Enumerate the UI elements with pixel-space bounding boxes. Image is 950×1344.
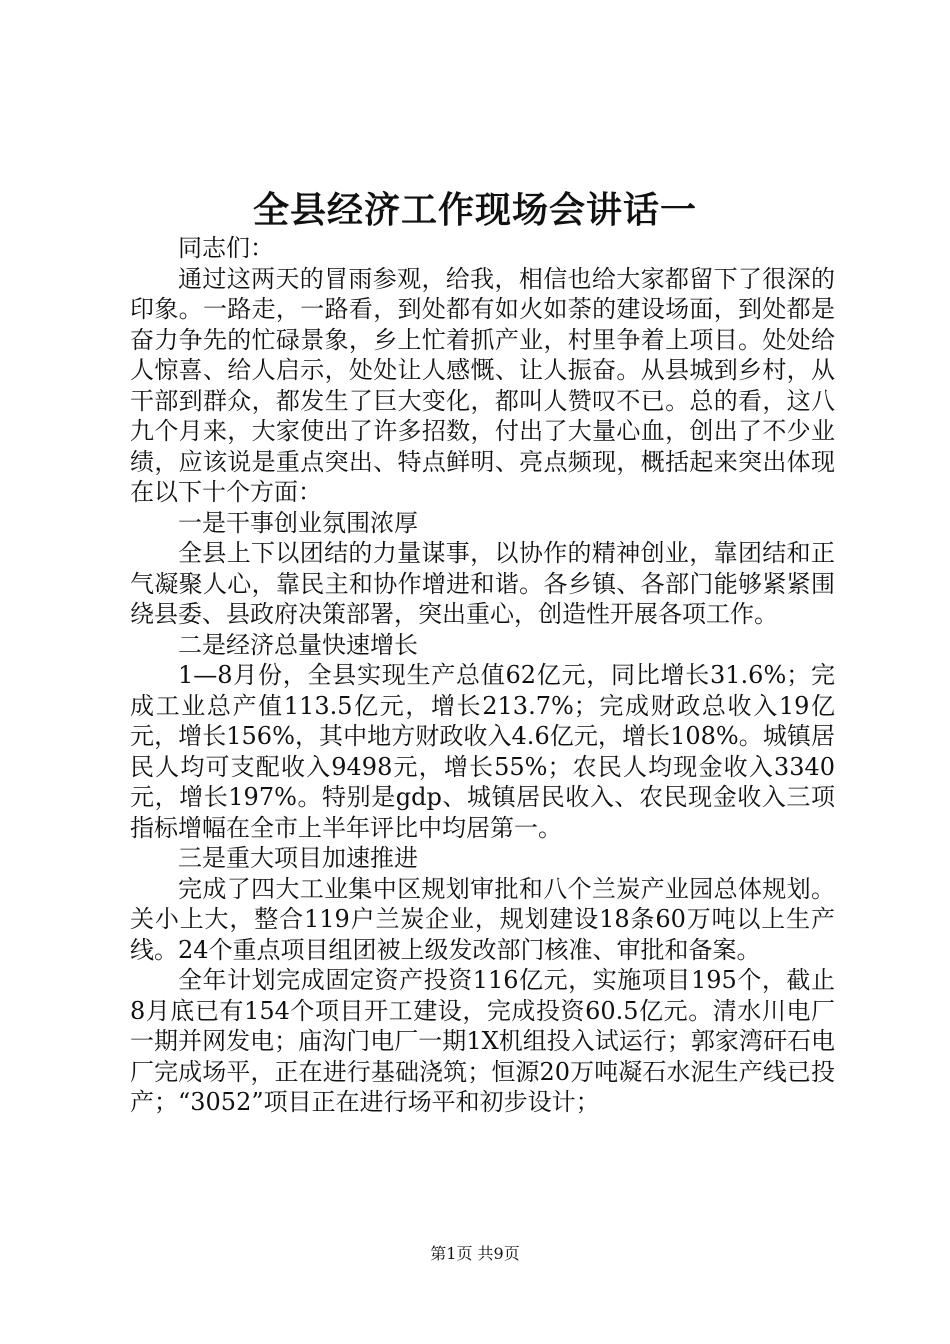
section-paragraph-2: 1—8月份，全县实现生产总值62亿元，同比增长31.6%；完成工业总产值113.5亿元，增长213.7%；完成财政总收入19亿元，增长156%，其中地方财政收入4.6亿元，增长108%。城镇居民人均可支配收入9498元，增长55%；农民人均现金收入3340元，增长197%。特别是gdp、城镇居民收入、农民现金收入三项指标增幅在全市上半年评比中均居第一。 [130,661,835,842]
section-paragraph-3: 完成了四大工业集中区规划审批和八个兰炭产业园总体规划。关小上大，整合119户兰炭企业，规划建设18条60万吨以上生产线。24个重点项目组团被上级发改部门核准、审批和备案。 [130,874,835,964]
page-footer: 第1页 共9页 [430,1244,520,1263]
section-heading-3: 三是重大项目加速推进 [178,844,418,872]
section-heading-1: 一是干事创业氛围浓厚 [178,508,418,537]
document-body [130,233,835,1118]
intro-paragraph: 通过这两天的冒雨参观，给我，相信也给大家都留下了很深的印象。一路走，一路看，到处都有如火如荼的建设场面，到处都是奋力争先的忙碌景象，乡上忙着抓产业，村里争着上项目。处处给人惊喜、给人启示，处处让人感慨、让人振奋。从县城到乡村，从干部到群众，都发生了巨大变化，都叫人赞叹不已。总的看，这八九个月来，大家使出了许多招数，付出了大量心血，创出了不少业绩，应该说是重点突出、特点鲜明、亮点频现，概括起来突出体现在以下十个方面： [130,264,835,506]
document-title: 全县经济工作现场会讲话一 [252,189,697,231]
section-paragraph-1: 全县上下以团结的力量谋事，以协作的精神创业，靠团结和正气凝聚人心，靠民主和协作增进和谐。各乡镇、各部门能够紧紧围绕县委、县政府决策部署，突出重心，创造性开展各项工作。 [130,539,835,628]
section-heading-2: 二是经济总量快速增长 [178,630,418,659]
salutation-paragraph: 同志们： [178,234,274,262]
section-paragraph-3b: 全年计划完成固定资产投资116亿元，实施项目195个，截止8月底已有154个项目开工建设，完成投资60.5亿元。清水川电厂一期并网发电；庙沟门电厂一期1X机组投入试运行；郭家湾矸石电厂完成场平，正在进行基础浇筑；恒源20万吨凝石水泥生产线已投产；“3052”项目正在进行场平和初步设计； [130,966,835,1116]
